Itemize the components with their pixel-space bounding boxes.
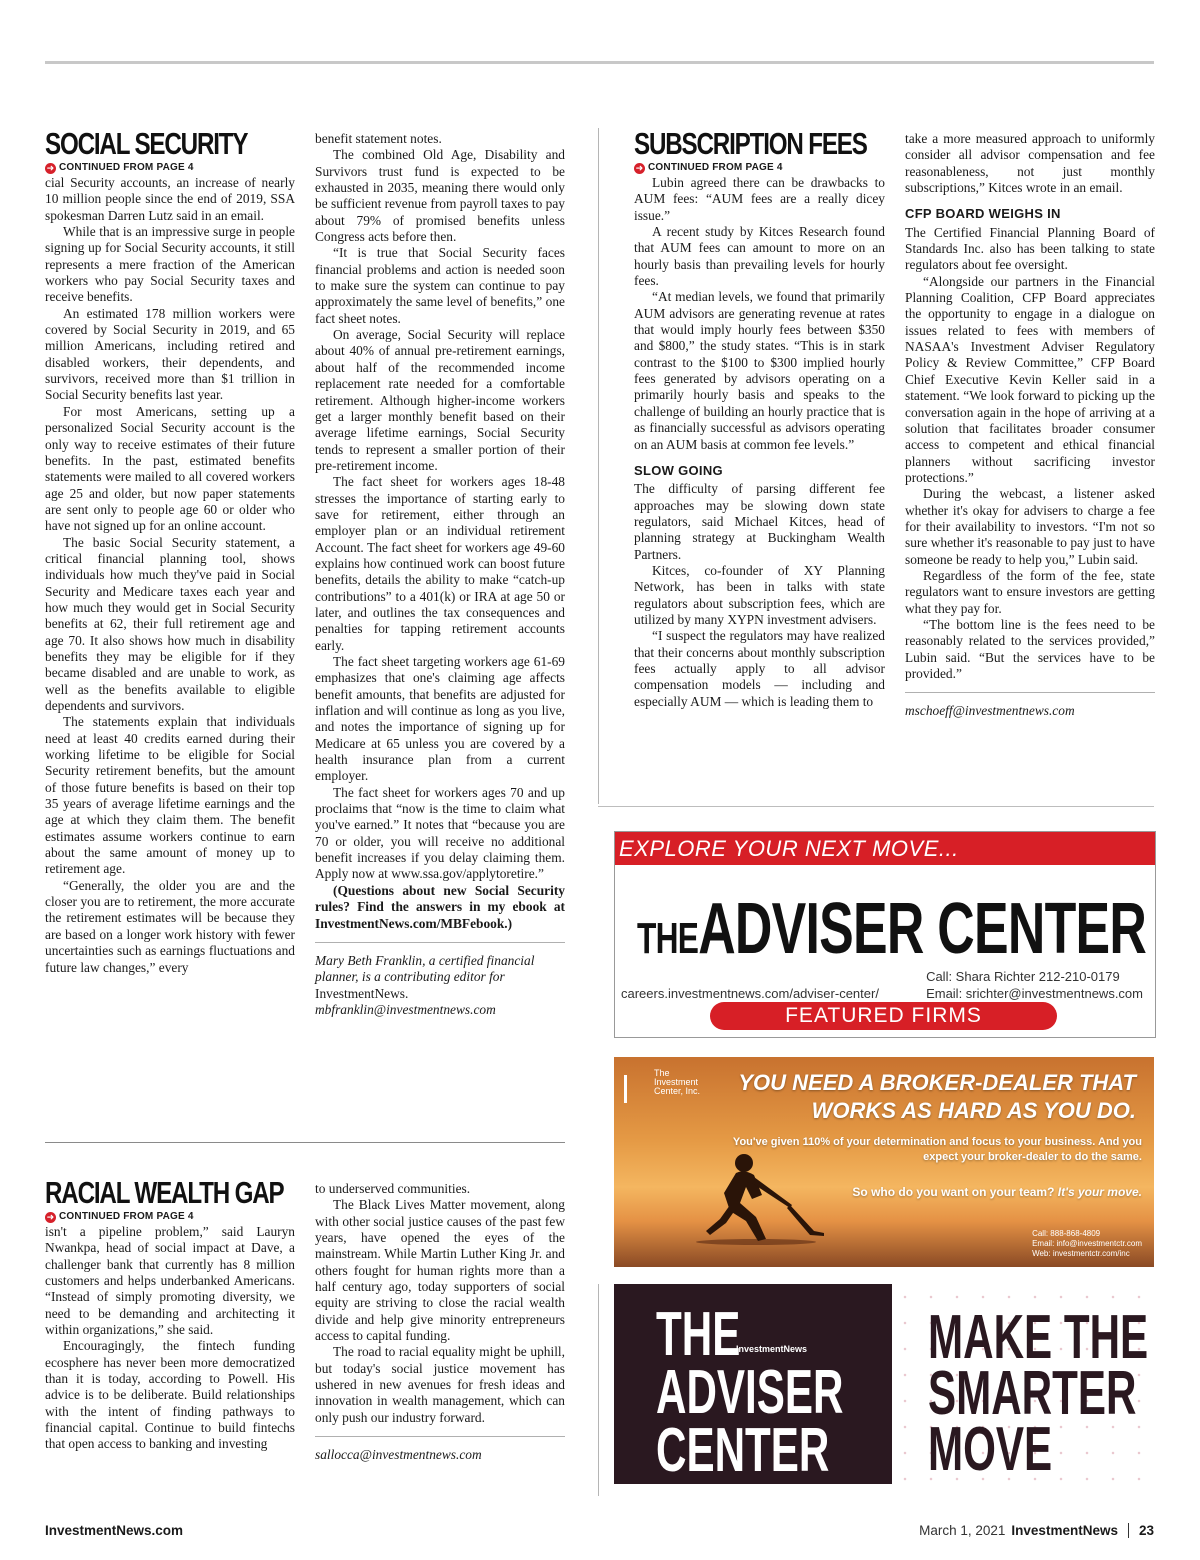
paragraph: A recent study by Kitces Research found that AUM fees can amount to more on an hourly basis than prevailing levels for hourly fees.: [634, 224, 885, 289]
social-security-col2-body: [315, 131, 565, 883]
arrow-right-icon: ➜: [46, 1211, 55, 1222]
racial-wealth-gap-col1: [45, 1177, 295, 1453]
section-divider: [45, 1142, 565, 1143]
logo-mark-icon: [624, 1075, 636, 1103]
paragraph: The Black Lives Matter movement, along with other social justice causes of the past few years, have opened the eyes of the mainstream. While Martin Luther King Jr. and others fought for human rights more than a half century ago, today supporters of social equity are striving to close the racial wealth divide and help give minority entrepreneurs access to capital funding.: [315, 1197, 565, 1344]
paragraph: isn't a pipeline problem,” said Lauryn Nwankpa, head of social impact at Dave, a challenger bank that currently has 8 million customers and helps underbanked Americans. “Instead of simply promoting diversity, we need to be demanding and architecting it within organizations,” she said.: [45, 1224, 295, 1338]
social-security-continued: ➜ CONTINUED FROM PAGE 4: [46, 162, 194, 173]
paragraph: Regardless of the form of the fee, state regulators want to ensure investors are getting what they pay for.: [905, 567, 1155, 616]
ad-left-panel: [614, 1284, 892, 1484]
smarter-move-ad[interactable]: [614, 1284, 1154, 1484]
ad-body: You've given 110% of your determination and focus to your business. And you expect your broker-dealer to do the same.: [732, 1136, 1142, 1163]
footer-pub: InvestmentNews: [1011, 1523, 1118, 1538]
ad-band: EXPLORE YOUR NEXT MOVE...: [615, 832, 1155, 865]
ad-right-title: MAKE THE SMARTER MOVE: [928, 1303, 1149, 1484]
paragraph: “I suspect the regulators may have realized that their concerns about monthly subscription fees actually apply to all advisor compensation models — including and especially AUM — which is leading them to: [634, 628, 885, 709]
paragraph: The difficulty of parsing different fee approaches may be slowing down state regulators, said Michael Kitces, head of planning strategy at Buckingham Wealth Partners.: [634, 481, 885, 562]
social-security-col1: [45, 128, 295, 976]
ad-headline: YOU NEED A BROKER-DEALER THAT WORKS AS HARD AS YOU DO.: [738, 1070, 1136, 1123]
column-divider: [598, 1284, 599, 1496]
paragraph: Kitces, co-founder of XY Planning Network, has been in talks with state regulators about subscription fees, which are utilized by many XYPN investment advisers.: [634, 562, 885, 627]
paragraph: take a more measured approach to uniformly consider all advisor compensation and fee reasonableness, not just monthly subscriptions,” Kitces wrote in an email.: [905, 131, 1155, 196]
paragraph: While that is an impressive surge in people signing up for Social Security accounts, it still represents a mere fraction of the American workers who pay Social Security taxes and receive benefits.: [45, 224, 295, 305]
footer-site[interactable]: InvestmentNews.com: [45, 1523, 184, 1538]
subscription-fees-col2-body-b: [905, 225, 1155, 683]
ad-question: So who do you want on your team? It's your move.: [852, 1185, 1142, 1199]
subscription-fees-col2: [905, 131, 1155, 720]
author-email[interactable]: sallocca@investmentnews.com: [315, 1447, 482, 1463]
footer-separator: [1128, 1523, 1129, 1538]
featured-firms-button[interactable]: FEATURED FIRMS: [710, 1002, 1057, 1030]
ad-contact: Call: Shara Richter 212-210-0179 Email: srichter@investmentnews.com: [926, 969, 1143, 1001]
social-security-col1-body: [45, 175, 295, 976]
racial-wealth-gap-headline: RACIAL WEALTH GAP: [45, 1175, 284, 1210]
paragraph: “Alongside our partners in the Financial Planning Coalition, CFP Board appreciates the opportunity to engage in a dialogue on issues related to fees with members of NASAA's Investment Adviser Regulatory Policy & Review Committee,” CFP Board Chief Executive Kevin Keller said in a statement. “We look forward to picking up the conversation again in the hope of arriving at a solution that facilitates broader consumer access to competent and ethical financial planners without sacrificing investor protections.”: [905, 273, 1155, 485]
ebook-note: (Questions about new Social Security rules? Find the answers in my ebook at InvestmentNews.com/MBFebook.): [315, 882, 565, 931]
footer-page-number: 23: [1138, 1523, 1154, 1538]
paragraph: cial Security accounts, an increase of nearly 10 million people since the end of 2019, SSA spokesman Darren Lutz said in an email.: [45, 175, 295, 223]
paragraph: benefit statement notes.: [315, 131, 442, 146]
author-bio: Mary Beth Franklin, a certified financial planner, is a contributing editor for InvestmentNews.: [315, 952, 535, 1001]
arrow-right-icon: ➜: [635, 162, 644, 173]
paragraph: “At median levels, we found that primarily AUM advisors are generating revenue at rates that would imply hourly fees between $350 and $800,” the study states. “This is in stark contrast to the $100 to $300 implied hourly fees generated by advisors operating on a primarily hourly basis and speaks to the challenge of building an hourly practice that is as financially successful as advisors operating on an AUM basis at common fee levels.”: [634, 289, 885, 452]
paragraph: Encouragingly, the fintech funding ecosphere has never been more democratized than it is today, according to Powell. His advice is to be deliberate. Build relationships with the intent of finding pathways to financial capital. Continue to build fintechs that open access to banking and investing: [45, 1338, 295, 1452]
signature-rule: [315, 942, 565, 943]
subhead-cfp-board: CFP BOARD WEIGHS IN: [905, 206, 1061, 222]
broker-dealer-ad[interactable]: [614, 1057, 1154, 1267]
subhead-slow-going: SLOW GOING: [634, 462, 723, 478]
racial-wealth-gap-col2-body: [315, 1181, 565, 1426]
social-security-headline: SOCIAL SECURITY: [45, 126, 248, 161]
top-rule: [45, 61, 1154, 64]
ad-contact: Call: 888-868-4809 Email: info@investmentctr.com Web: investmentctr.com/inc: [1032, 1229, 1142, 1258]
racial-wealth-gap-continued: ➜ CONTINUED FROM PAGE 4: [46, 1211, 194, 1222]
footer-right: [919, 1523, 1154, 1538]
paragraph: On average, Social Security will replace about 40% of annual pre-retirement earnings, about half of the recommended income replacement rate needed for a comfortable retirement. Although higher-income workers get a larger monthly benefit based on their average lifetime earnings, Social Security tends to represent a smaller portion of their pre-retirement income.: [315, 327, 565, 473]
ad-brand: THEADVISER CENTER: [637, 889, 1147, 969]
adviser-center-ad[interactable]: [614, 831, 1156, 1038]
paragraph: During the webcast, a listener asked whether it's okay for advisers to charge a fee for their availability to investors. “I'm not so sure whether it's reasonable to pay just to have someone be ready to help you,” Lubin said.: [905, 486, 1155, 567]
hockey-player-silhouette-icon: [696, 1147, 856, 1247]
subscription-fees-col1-body-b: [634, 481, 885, 710]
subscription-fees-continued: ➜ CONTINUED FROM PAGE 4: [635, 162, 783, 173]
ad-right-panel: [892, 1284, 1154, 1484]
signature-rule: [905, 692, 1155, 693]
paragraph: The fact sheet for workers ages 18-48 stresses the importance of starting early to save for retirement, either through an employer plan or an individual retirement Account. The fact sheet for workers age 49-60 explains how continued work can boost future benefits, details the ability to make “catch-up contributions” to a 401(k) or IRA at age 50 or later, and outlines the tax consequences and penalties for tapping retirement accounts early.: [315, 474, 565, 653]
section-divider: [598, 806, 1154, 807]
paragraph: The statements explain that individuals need at least 40 credits earned during their working lifetime to be eligible for Social Security retirement benefits, but the amount of those future benefits is based on their top 35 years of average lifetime earnings and the age at which they claim them. The benefit estimates assume workers continue to earn about the same amount of money up to retirement age.: [45, 714, 295, 877]
social-security-col2: [315, 131, 565, 1018]
ad-left-title: THE ADVISER CENTER: [656, 1300, 844, 1484]
ad-url[interactable]: careers.investmentnews.com/adviser-center/: [621, 986, 879, 1001]
paragraph: “Generally, the older you are and the closer you are to retirement, the more accurate the retirement estimates will be because they are based on a longer work history with fewer uncertainties such as earnings fluctuations and future law changes,” every: [45, 877, 295, 975]
paragraph: Lubin agreed there can be drawbacks to AUM fees: “AUM fees are a really dicey issue.”: [634, 175, 885, 223]
paragraph: The basic Social Security statement, a critical financial planning tool, shows individuals how much they've paid in Social Security and Medicare taxes each year and how much they would get in Social Security benefits at 62, their full retirement age and age 70. It also shows how much in disability benefits they may be eligible for if they became disabled and are unable to work, as well as the benefits available to eligible dependents and survivors.: [45, 534, 295, 713]
racial-wealth-gap-col1-body: [45, 1224, 295, 1453]
paragraph: The fact sheet targeting workers age 61-69 emphasizes that one's claiming age affects benefit amounts, that benefits are adjusted for inflation and will continue as long as you live, and notes the importance of signing up for Medicare at 65 unless you are covered by a health insurance plan from a current employer.: [315, 654, 565, 784]
paragraph: The fact sheet for workers ages 70 and up proclaims that “now is the time to claim what you've earned.” It notes that “because you are 70 or older, you will receive no additional benefit increases if you delay claiming them. Apply now at www.ssa.gov/applytoretire.”: [315, 784, 565, 882]
signature-rule: [315, 1436, 565, 1437]
paragraph: to underserved communities.: [315, 1181, 471, 1196]
subscription-fees-col2-body-a: [905, 131, 1155, 196]
footer-date: March 1, 2021: [919, 1523, 1006, 1538]
paragraph: The combined Old Age, Disability and Survivors trust fund is expected to be exhausted in 2035, meaning there would only be sufficient revenue from payroll taxes to pay about 79% of promised benefits unless Congress acts before then.: [315, 147, 565, 245]
subscription-fees-col1-body-a: [634, 175, 885, 453]
paragraph: The Certified Financial Planning Board of Standards Inc. also has been talking to state regulators about fee oversight.: [905, 224, 1155, 273]
subscription-fees-headline: SUBSCRIPTION FEES: [634, 126, 867, 161]
investment-center-logo: The Investment Center, Inc.: [624, 1069, 700, 1096]
author-email[interactable]: mschoeff@investmentnews.com: [905, 703, 1075, 719]
arrow-right-icon: ➜: [46, 162, 55, 173]
paragraph: An estimated 178 million workers were covered by Social Security in 2019, and 65 million Americans, including retired and disabled workers, their dependents, and survivors, received more than $1 trillion in Social Security benefits last year.: [45, 305, 295, 403]
paragraph: The road to racial equality might be uphill, but today's social justice movement has ushered in new avenues for fresh ideas and innovation in wealth management, which can only push our industry forward.: [315, 1344, 565, 1425]
paragraph: For most Americans, setting up a personalized Social Security account is the only way to receive estimates of their future benefits. In the past, estimated benefits statements were mailed to all covered workers age 25 and older, but now paper statements are sent only to people age 60 or older who have not signed up for an online account.: [45, 403, 295, 534]
subscription-fees-col1: [634, 128, 885, 710]
paragraph: “The bottom line is the fees need to be reasonably related to the services provided,” Lubin said. “But the services have to be provided.”: [905, 616, 1155, 681]
racial-wealth-gap-col2: [315, 1181, 565, 1464]
investmentnews-logo: InvestmentNews: [736, 1344, 808, 1354]
column-divider: [598, 128, 599, 804]
paragraph: “It is true that Social Security faces financial problems and action is needed soon to make sure the system can continue to pay approximately the same level of benefits,” one fact sheet notes.: [315, 245, 565, 326]
author-email[interactable]: mbfranklin@investmentnews.com: [315, 1001, 496, 1017]
